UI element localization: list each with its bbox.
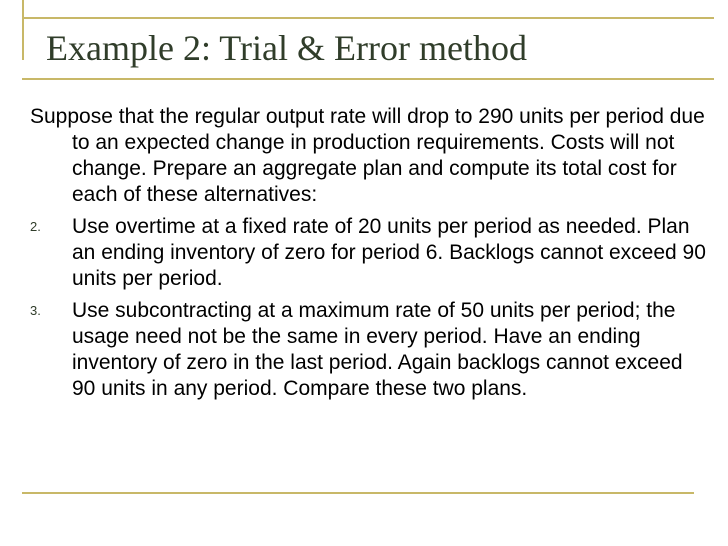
list-item-text: Use overtime at a fixed rate of 20 units per period as needed. Plan an ending inventory of zero for period 6. Backlogs cannot exceed 90 units per period. — [72, 215, 706, 290]
list-item-number: 2. — [30, 219, 41, 234]
frame-top-line — [22, 17, 714, 19]
intro-paragraph: Suppose that the regular output rate will drop to 290 units per period due to an expected change in production requirements. Costs will not change. Prepare an aggregate plan and compute its total cost for each of these alternatives: — [30, 105, 705, 206]
list-item-text: Use subcontracting at a maximum rate of 50 units per period; the usage need not be the same in every period. Have an ending inventory of zero in the last period. Again backlogs cannot exceed 90 units in any period. Compare these two plans. — [72, 299, 683, 400]
slide-title: Example 2: Trial & Error method — [46, 28, 527, 68]
list-item — [30, 214, 710, 292]
title-underline — [22, 78, 714, 80]
list-item-number: 3. — [30, 303, 41, 318]
slide-body — [30, 104, 710, 408]
frame-vertical-line — [22, 0, 24, 60]
frame-bottom-line — [22, 492, 694, 494]
list-item — [30, 298, 710, 402]
